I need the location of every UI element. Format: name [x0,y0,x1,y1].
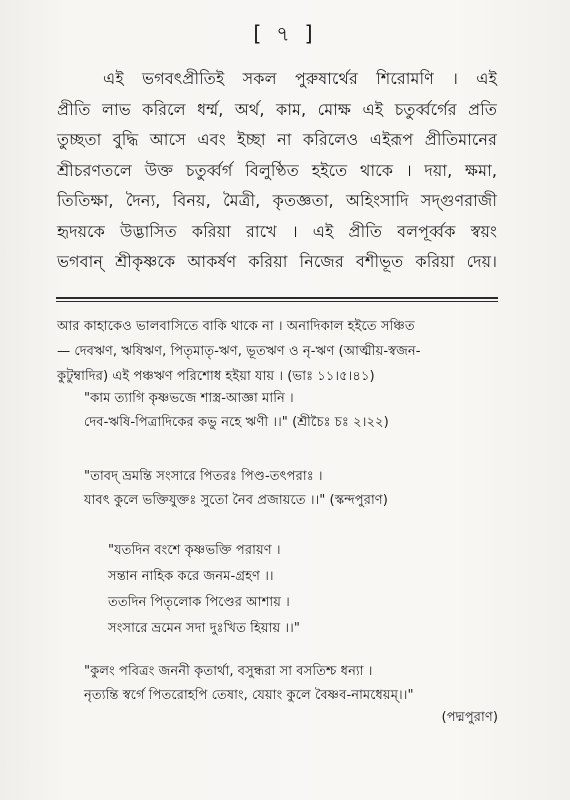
main-text-line: এই ভগবৎপ্রীতিই সকল পুরুষার্থের শিরোমণি । এই [103,69,497,88]
main-text-line: প্রীতি লাভ করিলে ধর্ম্ম, অর্থ, কাম, মোক্ষ এই চতুর্ব্বর্গের প্রতি [57,99,497,119]
footnote-line: আর কাহাকেও ভালবাসিতে বাকি থাকে না । অনাদিকাল হইতে সঞ্চিত [57,319,415,334]
verse-line: যাবৎ কুলে ভক্তিযুক্তঃ সুতো নৈব প্রজায়তে ।।" (স্কন্দপুরাণ) [84,493,388,508]
verse-line: "কাম ত্যাগি কৃষ্ণভজে শাস্ত্র-আজ্ঞা মানি । [84,391,294,406]
page-number: [ ৭ ] [253,22,317,46]
footnote-line: — দেবঋণ, ঋষিঋণ, পিতৃমাতৃ-ঋণ, ভূতঋণ ও নৃ-ঋণ (আত্মীয়-স্বজন- [57,344,421,359]
verse-line: "তাবদ্ ভ্রমন্তি সংসারে পিতরঃ পিণ্ড-তৎপরাঃ । [84,469,323,484]
main-text-line: তুচ্ছতা বুদ্ধি আসে এবং ইচ্ছা না করিলেও এইরূপ প্রীতিমানের [57,130,497,149]
verse-source-citation: (পদ্মপুরাণ) [441,710,498,725]
main-paragraph [57,64,497,278]
verse-line: ততদিন পিতৃলোক পিণ্ডের আশায় । [108,595,290,610]
verse-line: "যতদিন বংশে কৃষ্ণভক্তি পরায়ণ । [108,543,281,558]
verse-line: নৃত্যন্তি স্বর্গে পিতরোহপি তেষাং, যেয়াং কুলে বৈষ্ণব-নামধেয়ম্।।" [84,688,414,703]
verse-line: "কুলং পবিত্রং জননী কৃতার্থা, বসুন্ধরা সা বসতিশ্চ ধন্যা । [84,664,373,679]
verse-chaitanya-charitamrita [84,387,389,435]
verse-line: সংসারে ভ্রমেন সদা দুঃখিত হিয়ায় ।।" [108,621,300,636]
verse-line: দেব-ঋষি-পিত্রাদিকের কভু নহে ঋণী ।।" (শ্রীচৈঃ চঃ ২।২২) [84,415,389,430]
verse-line: সন্তান নাহিক করে জনম-গ্রহণ ।। [108,569,274,584]
verse-skanda-purana [84,465,388,513]
footnote-line: কুটুম্বাদির) এই পঞ্চঋণ পরিশোধ হইয়া যায় । (ভাঃ ১১।৫।৪১) [57,369,375,384]
footnote-divider-thin [56,301,498,302]
verse-bengali-translation [108,538,300,642]
main-text-line: তিতিক্ষা, দৈন্য, বিনয়, মৈত্রী, কৃতজ্ঞতা, অহিংসাদি সদ্গুণরাজী [57,191,497,210]
main-text-line: হৃদয়কে উদ্ভাসিত করিয়া রাখে । এই প্রীতি বলপূর্ব্বক স্বয়ং [57,221,497,241]
footnote-divider-thick [56,297,498,299]
footnote-block [57,314,497,389]
main-text-line: শ্রীচরণতলে উক্ত চতুর্ব্বর্গ বিলুণ্ঠিত হইতে থাকে । দয়া, ক্ষমা, [57,160,497,180]
verse-padma-purana [84,660,414,708]
main-text-line: ভগবান্ শ্রীকৃষ্ণকে আকর্ষণ করিয়া নিজের বশীভূত করিয়া দেয়। [57,252,497,271]
